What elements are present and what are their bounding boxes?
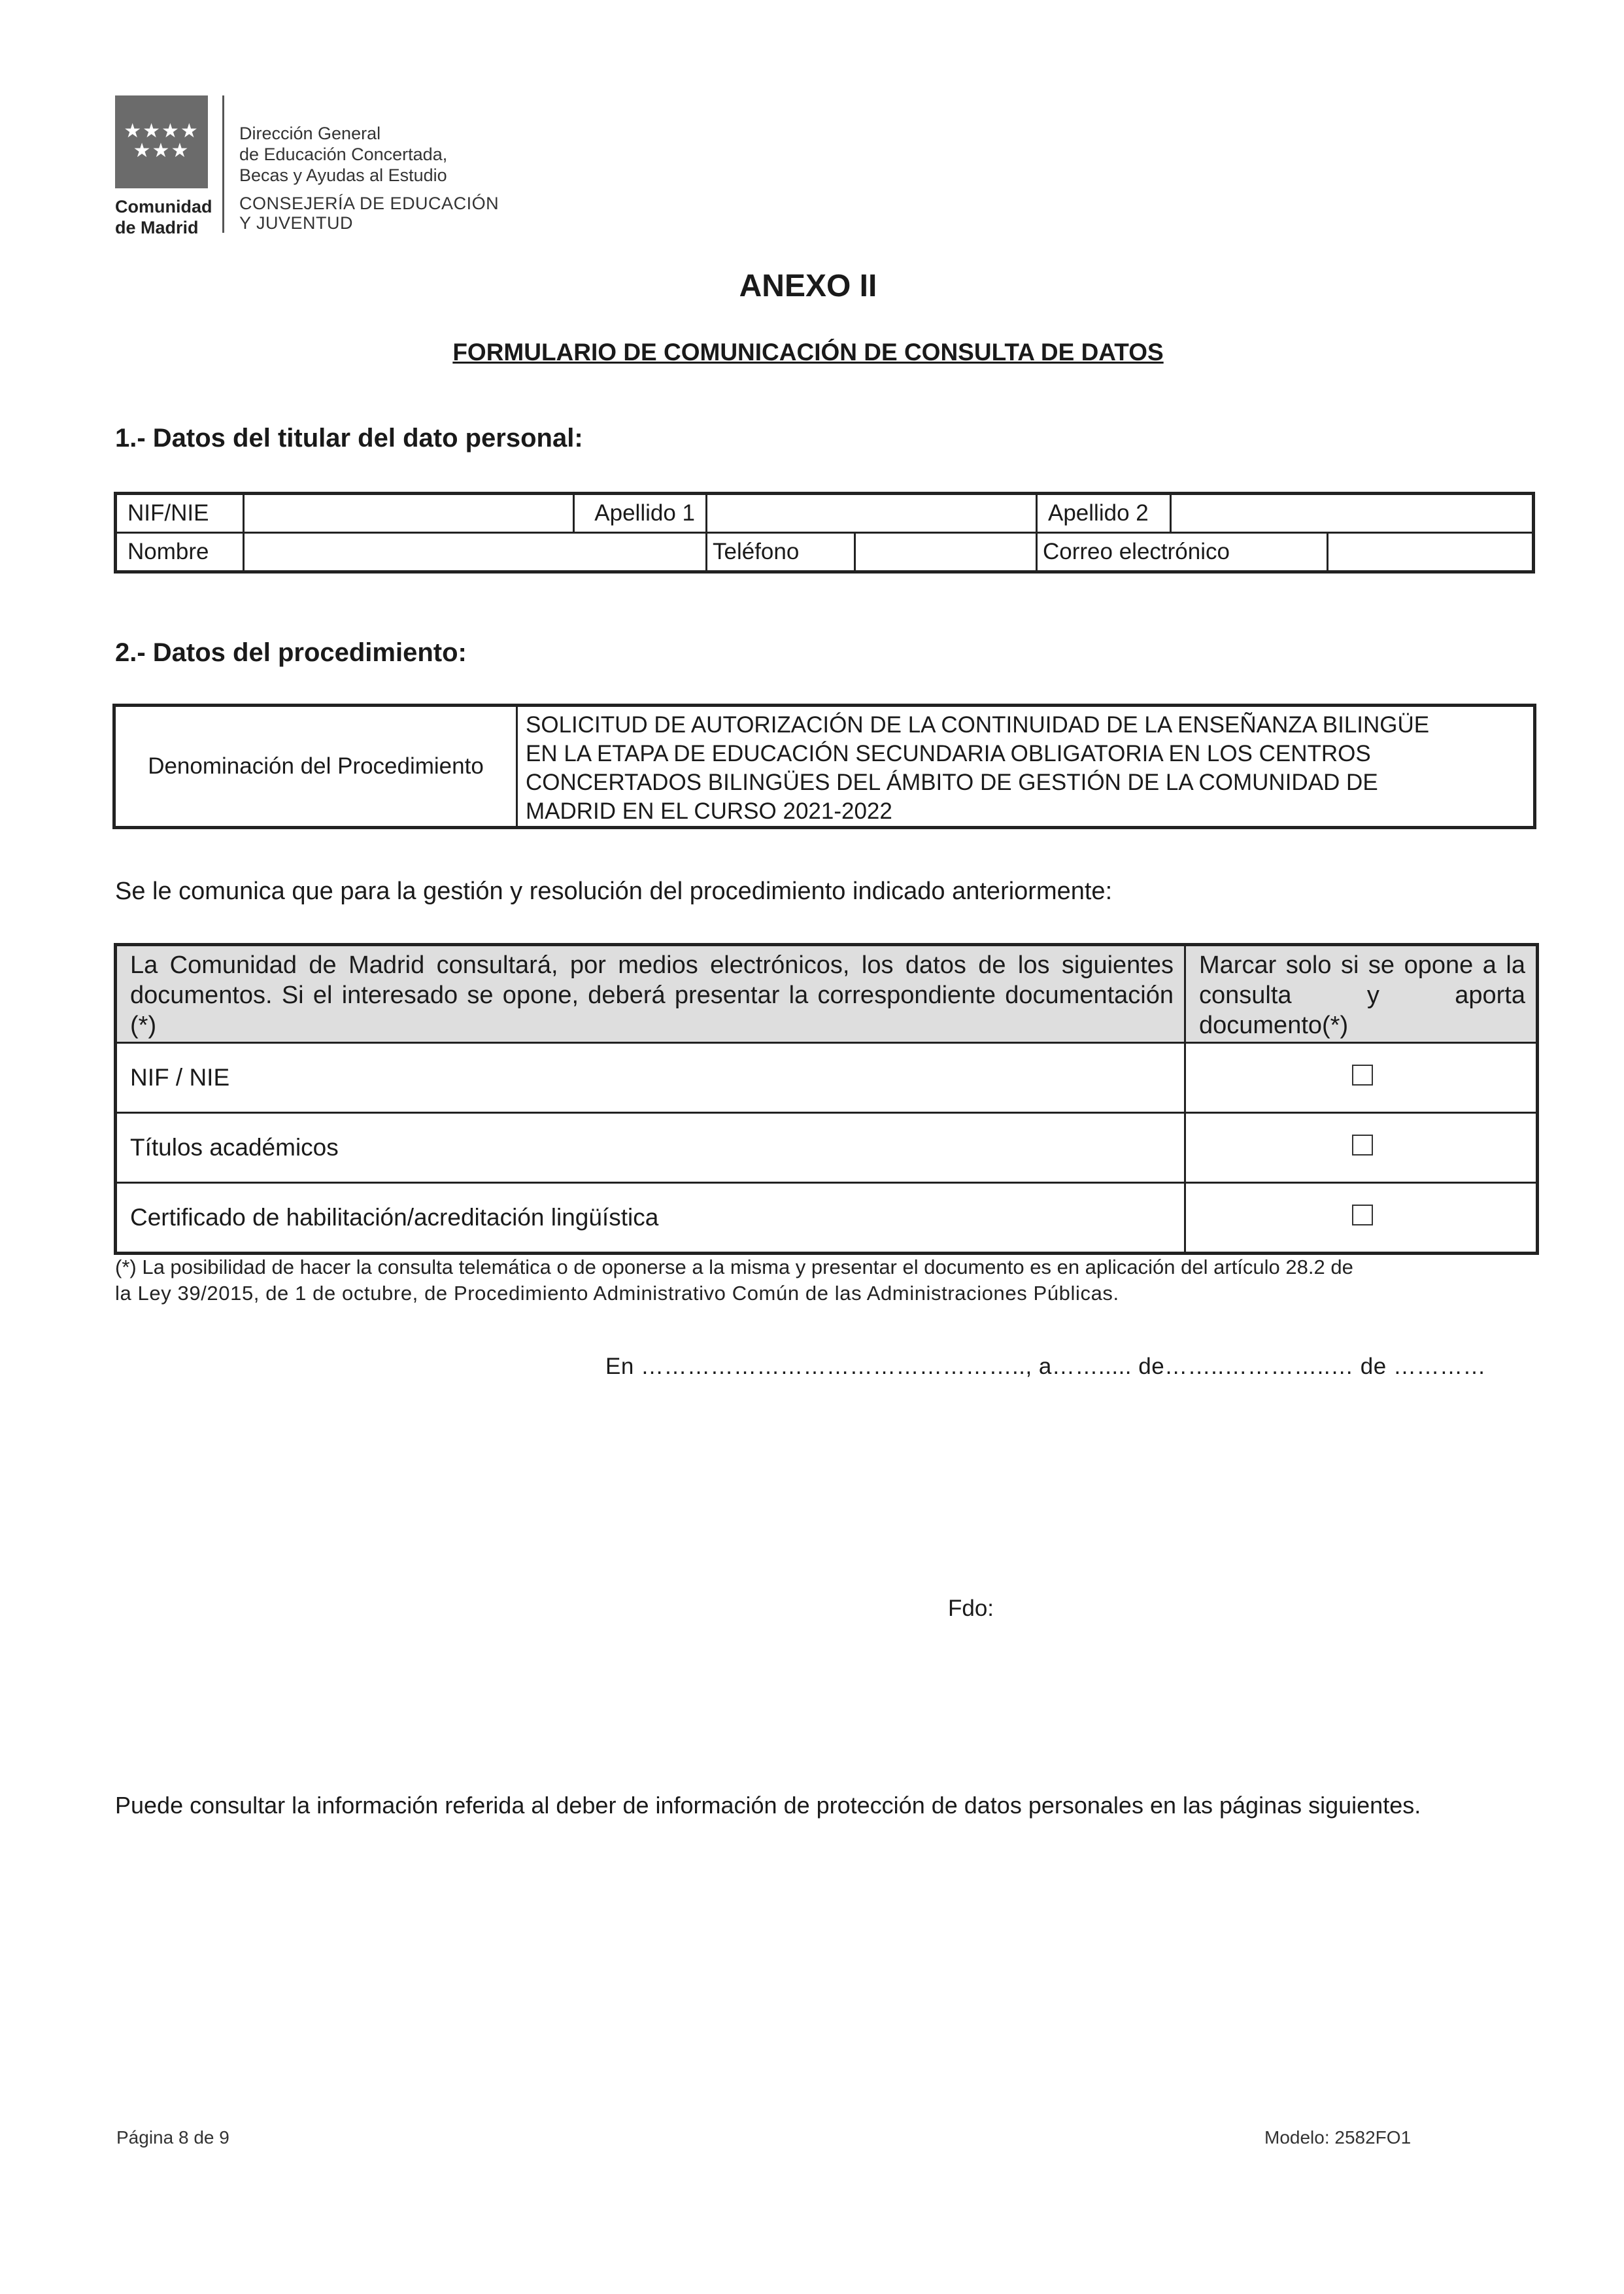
nif-label: NIF/NIE <box>116 494 244 533</box>
doc-label-certificado: Certificado de habilitación/acreditación lingüística <box>116 1183 1185 1254</box>
correo-label: Correo electrónico <box>1038 534 1328 570</box>
apellido1-label: Apellido 1 <box>574 494 707 533</box>
doc-label-nif: NIF / NIE <box>116 1043 1185 1113</box>
telefono-label: Teléfono <box>707 534 855 570</box>
denominacion-value <box>517 706 1535 828</box>
procedure-table <box>112 704 1536 829</box>
nif-field[interactable] <box>244 494 574 533</box>
table-row <box>116 1043 1538 1113</box>
nombre-field[interactable] <box>244 533 707 572</box>
oppose-checkbox-nif[interactable] <box>1352 1065 1373 1086</box>
checkbox-cell <box>1185 1043 1538 1113</box>
page-title: ANEXO II <box>739 269 877 303</box>
table-row <box>116 1113 1538 1183</box>
apellido2-label: Apellido 2 <box>1037 494 1171 533</box>
table-row <box>116 533 1534 572</box>
denominacion-line: EN LA ETAPA DE EDUCACIÓN SECUNDARIA OBLIGATORIA EN LOS CENTROS <box>526 741 1371 766</box>
stars-icon: ★★★★ ★★★ <box>124 120 199 162</box>
checkbox-cell <box>1185 1113 1538 1183</box>
model-code: Modelo: 2582FO1 <box>1264 2127 1412 2148</box>
denominacion-line: SOLICITUD DE AUTORIZACIÓN DE LA CONTINUIDAD DE LA ENSEÑANZA BILINGÜE <box>526 712 1430 738</box>
correo-cell <box>1037 533 1534 572</box>
footnote-line-2: la Ley 39/2015, de 1 de octubre, de Procedimiento Administrativo Común de las Administraciones Públicas. <box>115 1282 1119 1305</box>
nombre-label: Nombre <box>116 533 244 572</box>
apellido2-field[interactable] <box>1171 494 1534 533</box>
consejeria-line-2: Y JUVENTUD <box>239 213 354 233</box>
footnote <box>115 1254 1475 1307</box>
table-row <box>116 494 1534 533</box>
org-name <box>239 123 447 186</box>
intro-text: Se le comunica que para la gestión y resolución del procedimiento indicado anteriormente: <box>115 878 1113 905</box>
telefono-field[interactable] <box>855 534 1036 570</box>
apellido1-field[interactable] <box>707 494 1037 533</box>
data-protection-note: Puede consultar la información referida al deber de información de protección de datos personales en las páginas siguientes. <box>115 1792 1421 1819</box>
oppose-checkbox-titulos[interactable] <box>1352 1135 1373 1156</box>
section2-heading: 2.- Datos del procedimiento: <box>115 638 467 667</box>
denominacion-line: CONCERTADOS BILINGÜES DEL ÁMBITO DE GESTIÓN DE LA COMUNIDAD DE <box>526 770 1378 795</box>
signature-label: Fdo: <box>948 1596 994 1621</box>
consulta-table <box>114 943 1539 1255</box>
denominacion-label: Denominación del Procedimiento <box>114 706 517 828</box>
denominacion-line: MADRID EN EL CURSO 2021-2022 <box>526 798 892 824</box>
date-line[interactable]: En ………………………………………….., a……..... de……..…………..… de ………… <box>605 1354 1486 1379</box>
consejeria-line-1: CONSEJERÍA DE EDUCACIÓN <box>239 194 499 213</box>
header-left: La Comunidad de Madrid consultará, por medios electrónicos, los datos de los siguientes documentos. Si el interesado se opone, deberá presentar la correspondiente documentación (*) <box>116 945 1185 1043</box>
org-line-1: Dirección General <box>239 124 381 143</box>
oppose-checkbox-certificado[interactable] <box>1352 1205 1373 1225</box>
table-header-row <box>116 945 1538 1043</box>
consejeria <box>239 194 499 233</box>
table-row <box>116 1183 1538 1254</box>
page-number: Página 8 de 9 <box>116 2127 229 2148</box>
doc-label-titulos: Títulos académicos <box>116 1113 1185 1183</box>
header-divider <box>222 95 224 233</box>
logo-name: Comunidad de Madrid <box>115 197 212 237</box>
org-line-2: de Educación Concertada, <box>239 145 448 164</box>
personal-data-table <box>114 492 1535 574</box>
section1-heading: 1.- Datos del titular del dato personal: <box>115 424 583 453</box>
table-row <box>114 706 1535 828</box>
correo-field[interactable] <box>1328 534 1532 570</box>
footnote-line-1: (*) La posibilidad de hacer la consulta telemática o de oponerse a la misma y presentar el documento es en aplicación del artículo 28.2 de <box>115 1256 1353 1278</box>
telefono-cell <box>707 533 1037 572</box>
page-subtitle: FORMULARIO DE COMUNICACIÓN DE CONSULTA DE DATOS <box>452 339 1164 366</box>
header-right: Marcar solo si se opone a la consulta y aporta documento(*) <box>1185 945 1538 1043</box>
org-line-3: Becas y Ayudas al Estudio <box>239 165 447 185</box>
checkbox-cell <box>1185 1183 1538 1254</box>
